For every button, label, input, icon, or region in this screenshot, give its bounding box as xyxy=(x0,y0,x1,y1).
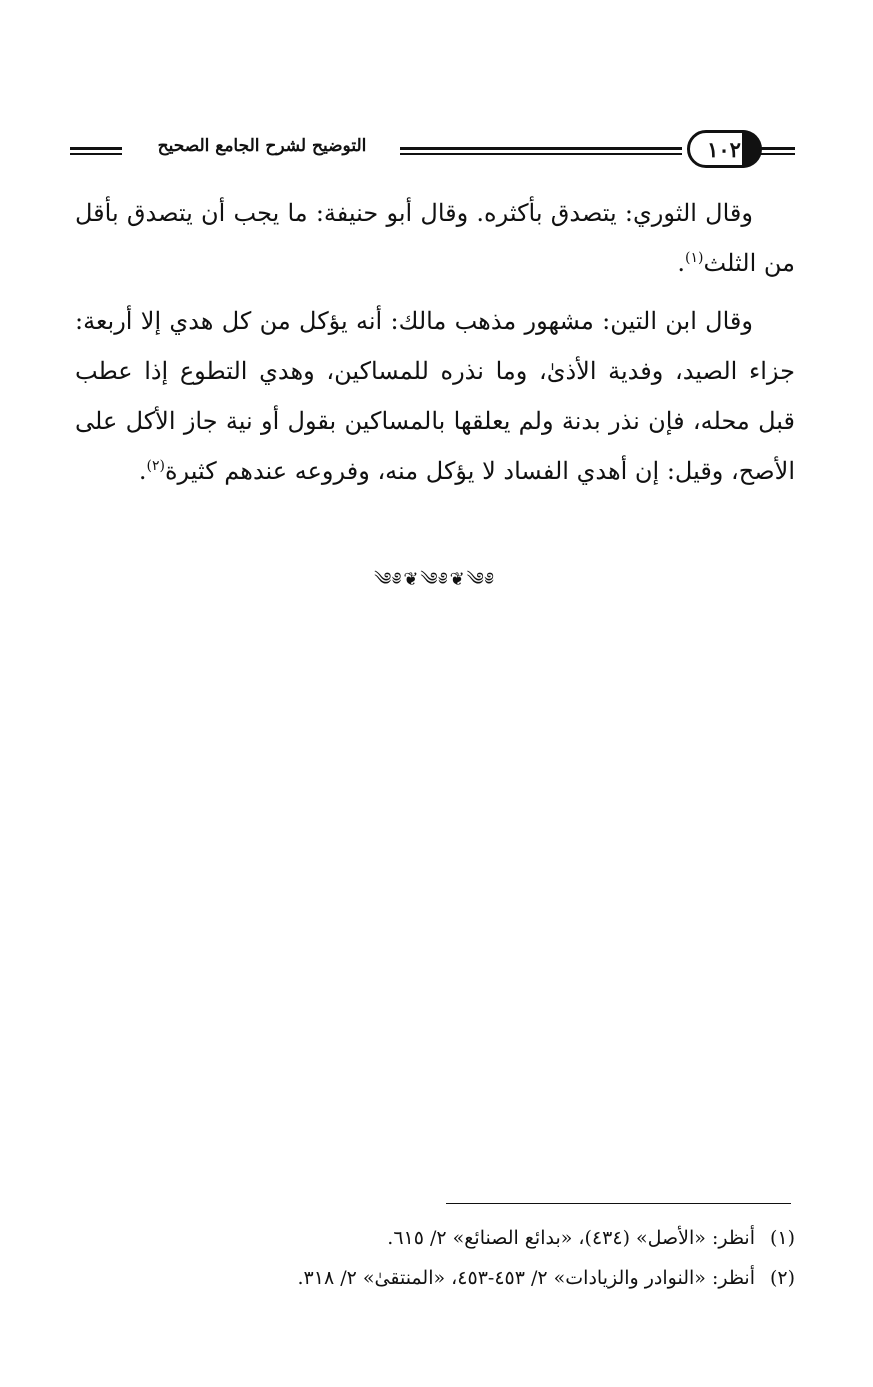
footnotes xyxy=(75,1218,795,1298)
footnote-text: أنظر: «النوادر والزيادات» ٢/ ٤٥٣-٤٥٣، «المنتقىٰ» ٢/ ٣١٨. xyxy=(297,1267,755,1289)
main-text xyxy=(75,188,795,504)
paragraph-text: وقال الثوري: يتصدق بأكثره. وقال أبو حنيفة: ما يجب أن يتصدق بأقل من الثلث xyxy=(75,199,795,277)
footnote-number: (١) xyxy=(769,1227,795,1249)
header-rule-left xyxy=(70,147,122,155)
paragraph-end: . xyxy=(677,249,686,277)
running-header xyxy=(70,128,795,174)
footnote-separator xyxy=(446,1203,791,1204)
footnote-marker: (١) xyxy=(685,250,704,266)
header-rule-right xyxy=(760,147,795,155)
footnote xyxy=(75,1258,795,1298)
footnote-number: (٢) xyxy=(769,1267,795,1289)
book-title: التوضيح لشرح الجامع الصحيح xyxy=(157,136,367,156)
footnote-text: أنظر: «الأصل» (٤٣٤)، «بدائع الصنائع» ٢/ ٦١٥. xyxy=(387,1227,755,1249)
paragraph-text: وقال ابن التين: مشهور مذهب مالك: أنه يؤكل من كل هدي إلا أربعة: جزاء الصيد، وفدية الأذىٰ، وما نذره للمساكين، وهدي التطوع إذا عطب قبل محله، فإن نذر بدنة ولم يعلقها بالمساكين بقول أو نية جاز الأكل على الأصح، وقيل: إن أهدي الفساد لا يؤكل منه، وفروعه عندهم كثيرة xyxy=(75,307,795,485)
page-number-badge xyxy=(687,130,761,168)
paragraph-end: . xyxy=(138,457,147,485)
section-end-ornament: ༄༅❦༄༅❦༄༅ xyxy=(374,569,496,590)
header-rule-middle xyxy=(400,147,682,155)
paragraph xyxy=(75,296,795,496)
paragraph xyxy=(75,188,795,288)
page-number: ١٠٢ xyxy=(707,136,741,162)
footnote-marker: (٢) xyxy=(146,458,165,474)
footnote xyxy=(75,1218,795,1258)
